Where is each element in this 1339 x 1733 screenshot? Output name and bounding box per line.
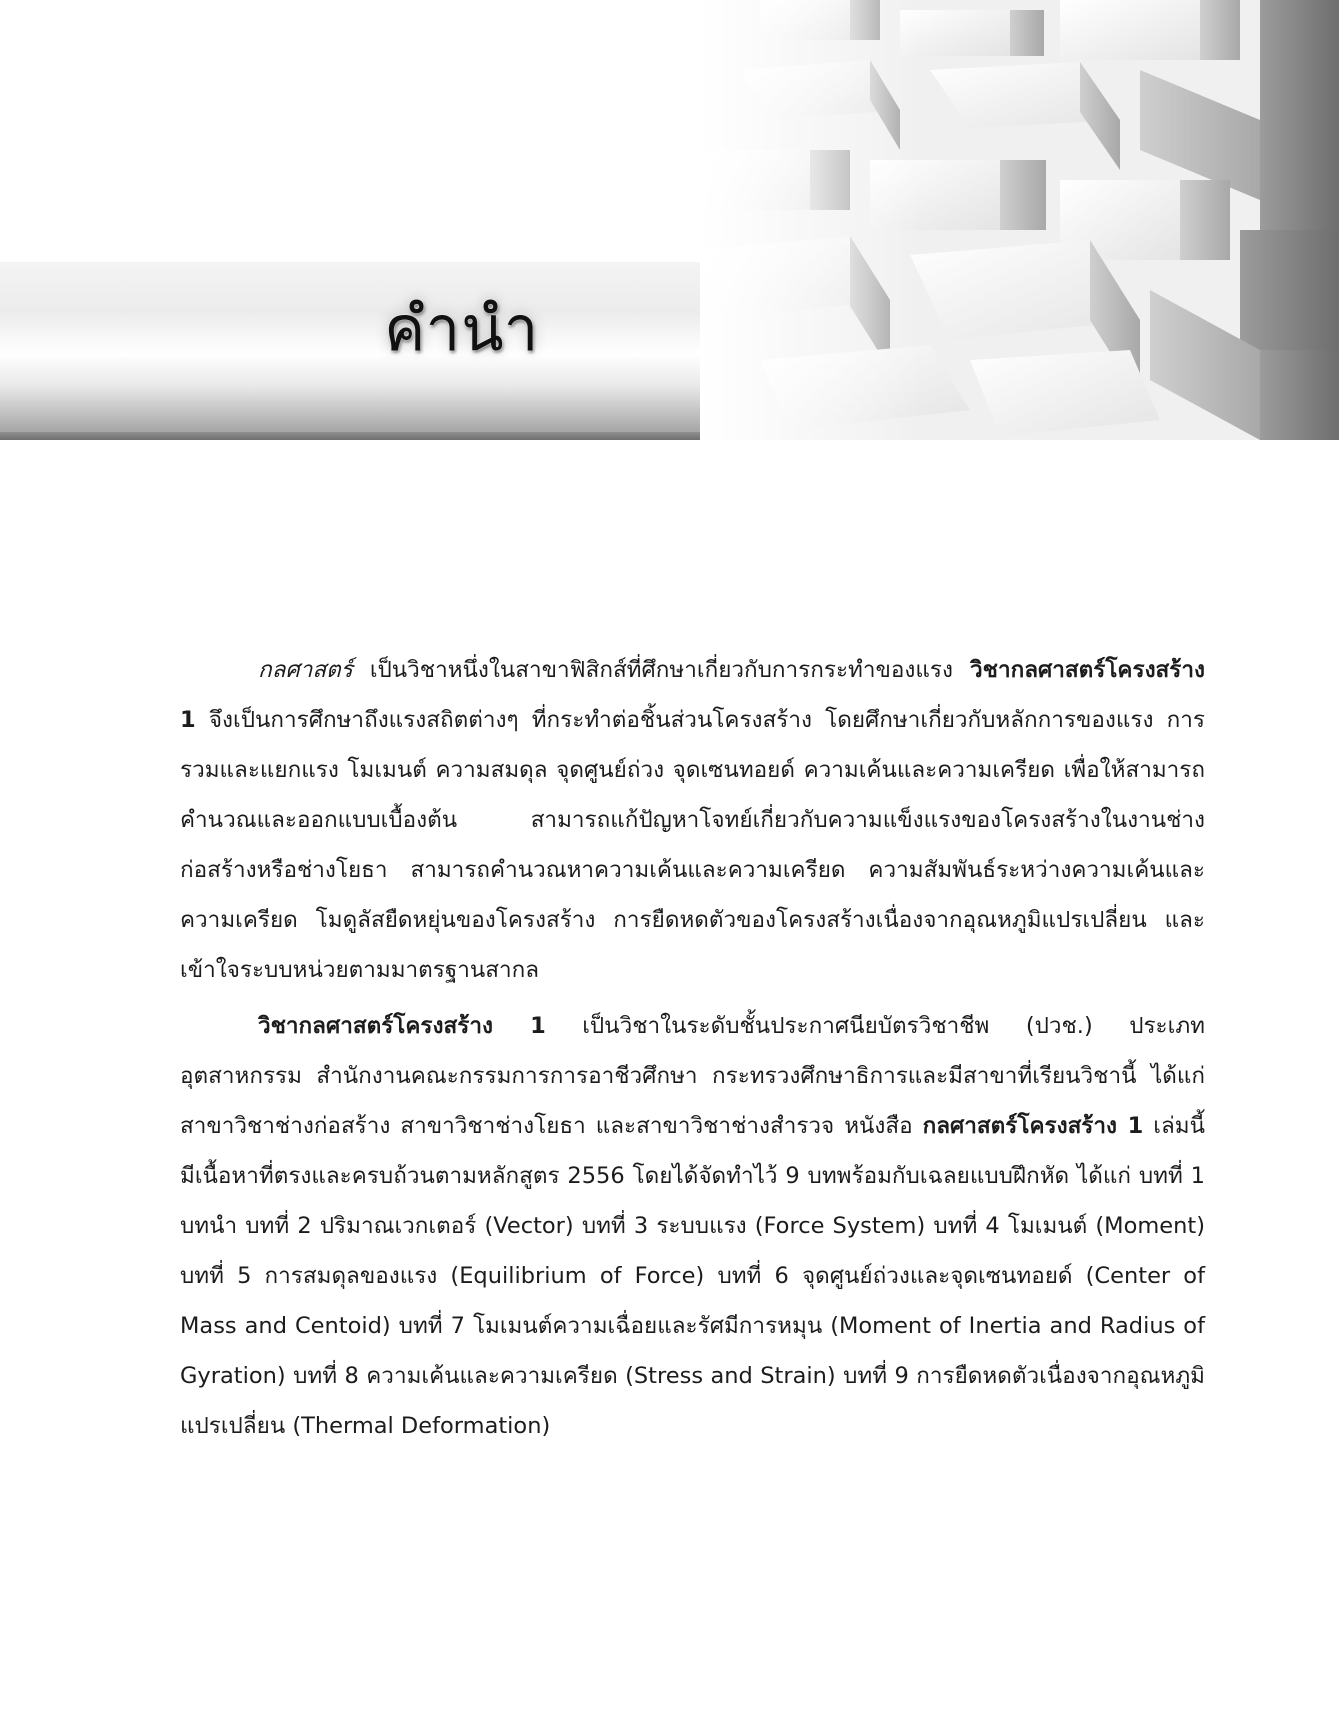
term-mechanics: กลศาสตร์ [258, 657, 353, 683]
preface-body [180, 645, 1205, 1457]
paragraph-2 [180, 1001, 1205, 1451]
text-run: เล่มนี้ มีเนื้อหาที่ตรงและครบถ้วนตามหลักสูตร 2556 โดยได้จัดทำไว้ 9 บทพร้อมกับเฉลยแบบฝึกหัด ได้แก่ บทที่ 1 บทนำ บทที่ 2 ปริมาณเวกเตอร์ (Vector) บทที่ 3 ระบบแรง (Force System) บทที่ 4 โมเมนต์ (Moment) บทที่ 5 การสมดุลของแรง (Equilibrium of Force) บทที่ 6 จุดศูนย์ถ่วงและจุดเซนทอยด์ (Center of Mass and Centoid) บทที่ 7 โมเมนต์ความเฉื่อยและรัศมีการหมุน (Moment of Inertia and Radius of Gyration) บทที่ 8 ความเค้นและความเครียด (Stress and Strain) บทที่ 9 การยืดหดตัวเนื่องจากอุณหภูมิแปรเปลี่ยน (Thermal Deformation) [180, 1113, 1205, 1439]
header-banner [0, 0, 1339, 440]
3d-blocks-illustration [700, 0, 1339, 440]
text-run: จึงเป็นการศึกษาถึงแรงสถิตต่างๆ ที่กระทำต่อชิ้นส่วนโครงสร้าง โดยศึกษาเกี่ยวกับหลักการของแรง การรวมและแยกแรง โมเมนต์ ความสมดุล จุดศูนย์ถ่วง จุดเซนทอยด์ ความเค้นและความเครียด เพื่อให้สามารถคำนวณและออกแบบเบื้องต้น สามารถแก้ปัญหาโจทย์เกี่ยวกับความแข็งแรงของโครงสร้างในงานช่างก่อสร้างหรือช่างโยธา สามารถคำนวณหาความเค้นและความเครียด ความสัมพันธ์ระหว่างความเค้นและความเครียด โมดูลัสยืดหยุ่นของโครงสร้าง การยืดหดตัวของโครงสร้างเนื่องจากอุณหภูมิแปรเปลี่ยน และเข้าใจระบบหน่วยตามมาตรฐานสากล [180, 707, 1205, 983]
subject-name: วิชากลศาสตร์โครงสร้าง 1 [258, 1013, 546, 1039]
text-run: เป็นวิชาหนึ่งในสาขาฟิสิกส์ที่ศึกษาเกี่ยวกับการกระทำของแรง [352, 657, 971, 683]
subject-name: วิชากลศาสตร์โครงสร้าง 1 [180, 657, 1205, 733]
paragraph-1 [180, 645, 1205, 995]
book-title: กลศาสตร์โครงสร้าง 1 [922, 1113, 1144, 1139]
page-title: คำนำ [384, 292, 540, 365]
text-run: เป็นวิชาในระดับชั้นประกาศนียบัตรวิชาชีพ (ปวช.) ประเภทอุตสาหกรรม สำนักงานคณะกรรมการการอาชีวศึกษา กระทรวงศึกษาธิการและมีสาขาที่เรียนวิชานี้ ได้แก่ สาขาวิชาช่างก่อสร้าง สาขาวิชาช่างโยธา และสาขาวิชาช่างสำรวจ หนังสือ [180, 1013, 1205, 1139]
